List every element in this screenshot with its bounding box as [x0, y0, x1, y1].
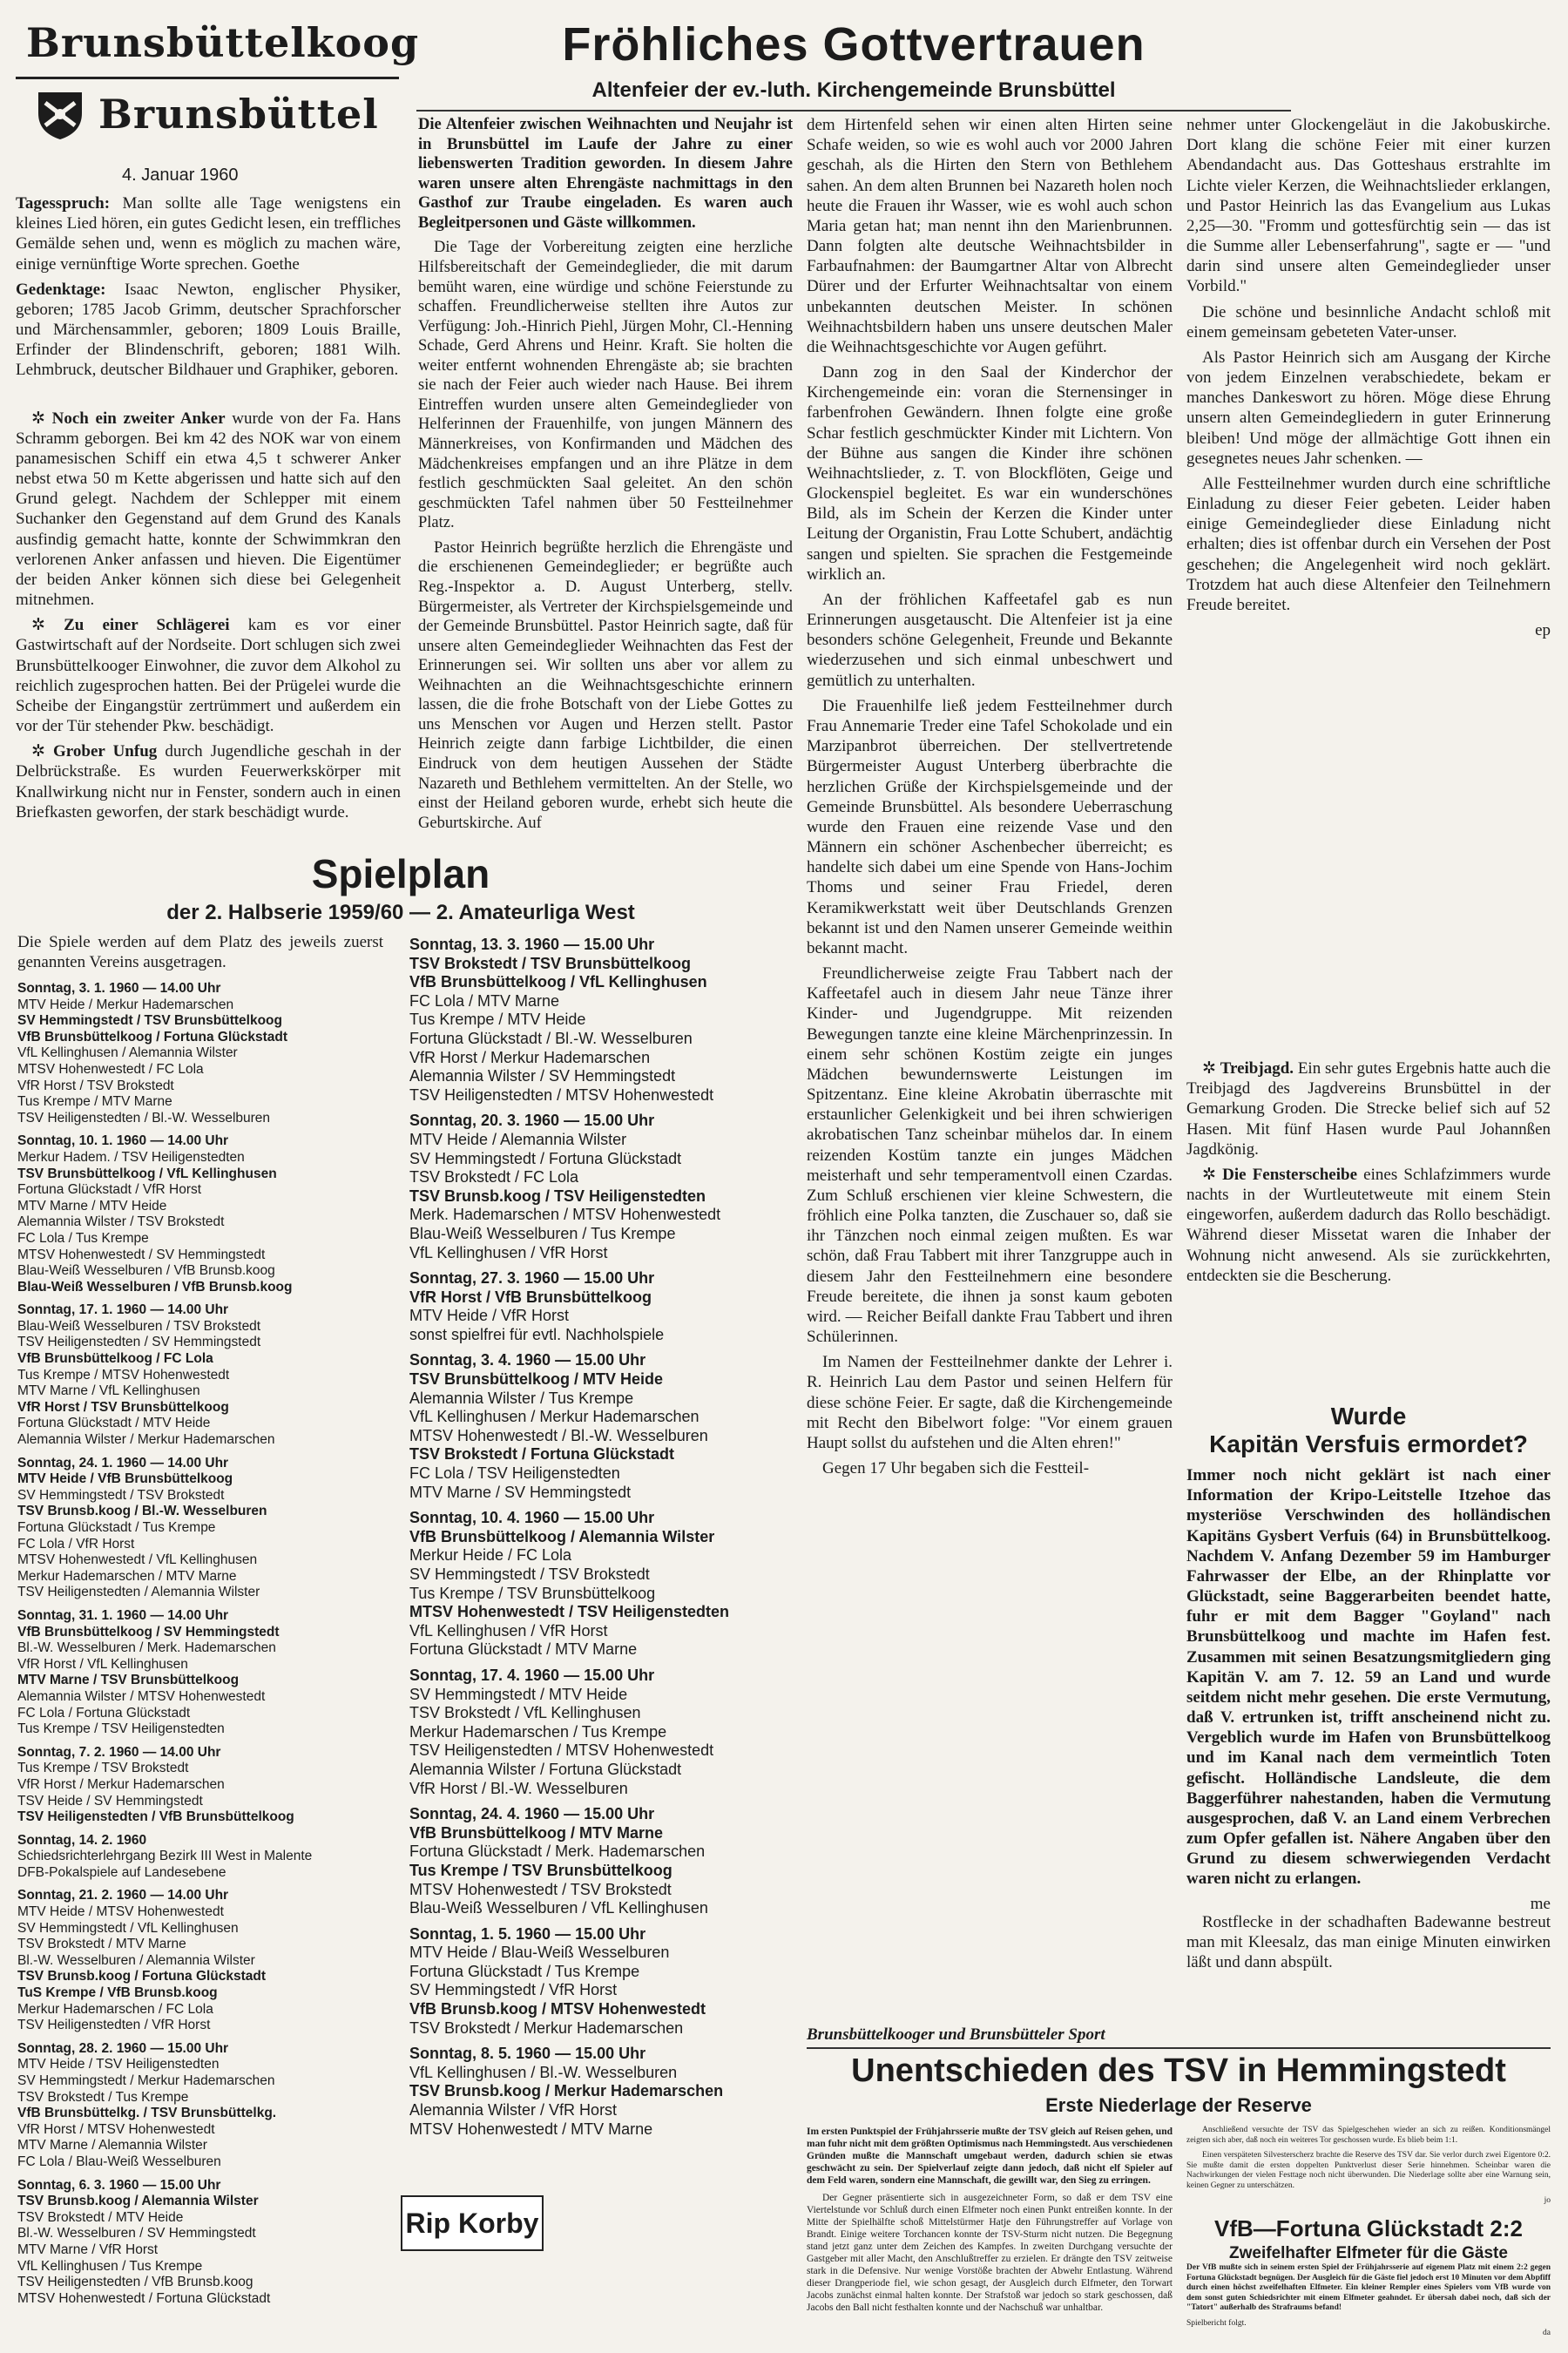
- match: TuS Krempe / VfB Brunsb.koog: [17, 1985, 218, 2001]
- paragraph: Im Namen der Festteilnehmer dankte der Lehrer i. R. Heinrich Lau dem Pastor und seinen Helfern für diese schöne Feier. Er sagte, daß die Kirchengemeinde mit Recht den Bibelwort folge: "Vor einem grauen Haupt sollst du aufstehen und die Alten ehren!": [807, 1353, 1173, 1452]
- match: VfB Brunsbüttelkoog / Alemannia Wilster: [409, 1527, 715, 1545]
- match: TSV Brunsb.koog / Alemannia Wilster: [17, 2194, 259, 2209]
- match-day-date: Sonntag, 8. 5. 1960 — 15.00 Uhr: [409, 2045, 646, 2063]
- match: VfB Brunsbüttelkoog / FC Lola: [17, 1351, 213, 1367]
- match: TSV Brunsbüttelkoog / VfL Kellinghusen: [17, 1166, 277, 1181]
- match: TSV Brokstedt / Fortuna Glückstadt: [409, 1445, 675, 1464]
- paragraph: Die Tage der Vorbereitung zeigten eine herzliche Hilfsbereitschaft der Gemeindeglieder, die mit darum bemüht waren, eine würdige und schöne Feierstunde zu schaffen. Freundlicherweise stellten ihre Autos zur Verfügung: Joh.-Hinrich Piehl, Jürgen Mohr, Cl.-Henning Schade, Gerd Ahrens und Heinr. Kraft. Sie holten die weiter entfernt wohnenden Ehrengäste ab; sie brachten sie nach der Feier auch wieder nach Hause. Bei ihrem Eintreffen wurden unsere alten Gemeindeglieder von Helferinnen der Frauenhilfe, von jungen Männern des Männerkreises, von Konfirmanden und Mädchen des Mädchenkreises empfangen und an ihre Plätze in dem festlich geschmückten Saal geleitet. An den schön geschmückten Tafel nahmen über 50 Festteilnehmer Platz.: [418, 239, 793, 532]
- paragraph: Immer noch nicht geklärt ist nach einer Information der Kripo-Leitstelle Itzehoe das mysteriöse Verschwinden des holländischen Kapitäns Gysbert Verfuis (64) in Brunsbüttelkoog. Nachdem V. Anfang Dezember 59 im Hamburger Fahrwasser der Elbe, an der Rhinplatte vor Glückstadt, seine Baggerarbeiten beendet hatte, fuhr er mit dem Bagger "Goyland" nach Brunsbüttelkoog und machte im Hafen fest. Zusammen mit seinen Besatzungsmitgliedern ging Kapitän V. am 7. 12. 59 an Land und wurde seitdem nicht mehr gesehen. Die erste Vermutung, daß V. ertrunken ist, trifft anscheinend nicht zu. Vergeblich wurde im Hafen von Brunsbüttelkoog und im Kanal nach dem vermeintlich Toten gefischt. Holländische Landsleute, die dem Baggerführer nahestanden, haben die Vermutung ausgesprochen, daß V. an Land einem Verbrechen zum Opfer gefallen ist. Nähere Angaben über den Grund zu diesem schwerwiegenden Verdacht waren nicht zu erlangen.: [1186, 1466, 1551, 1889]
- match: SV Hemmingstedt / MTV Heide: [409, 1685, 628, 1703]
- paragraph: Der Gegner präsentierte sich in ausgezeichneter Form, so daß er dem TSV eine Viertelstunde vor Schluß durch einen Elfmeter noch einen Punkt entreißen konnte. In der Mitte der Spielhälfte schoß Mittelstürmer Hatje den Führungstreffer auf Vorlage von Brandt. Einige weitere Torchancen konnte der TSV-Sturm nicht nutzen. Die Begegnung stand jetzt ganz unter dem Zeichen des Kampfes. In zweiten Durchgang versuchte der Gastgeber mit aller Macht, den Anschlußtreffer zu erzielen. Er drängte den TSV zeitweise stark in die Defensive. Nur wenige Vorstöße brachten der Abwehr Entlastung. Während dieser Drangperiode fiel, wie schon gesagt, der Ausgleich durch Elfmeter, den Torwart Jacobs zunächst einmal halten konnte. Der Strafstoß war jedoch so stark geschossen, daß Jacobs den Ball nicht festhalten konnte und der Nachschuß war unhaltbar.: [807, 2193, 1173, 2314]
- match: VfB Brunsbüttelkoog / MTV Marne: [409, 1823, 664, 1842]
- match: FC Lola / Tus Krempe: [17, 1230, 149, 1246]
- tsv-col2: [1186, 2126, 1551, 2339]
- vfb-footer: Spielbericht folgt.: [1186, 2318, 1247, 2328]
- masthead: [16, 16, 420, 146]
- match-day: [409, 2045, 784, 2139]
- match-day: [17, 1456, 392, 1601]
- match: Merkur Heide / FC Lola: [409, 1546, 572, 1565]
- match: TSV Heiligenstedten / VfB Brunsb.koog: [17, 2275, 253, 2290]
- match: MTSV Hohenwestedt / FC Lola: [17, 1061, 204, 1077]
- match: MTSV Hohenwestedt / MTV Marne: [409, 2120, 653, 2138]
- match-day: [409, 1351, 784, 1502]
- match: TSV Brokstedt / Merkur Hademarschen: [409, 2018, 684, 2037]
- paragraph: dem Hirtenfeld sehen wir einen alten Hirten seine Schafe weiden, so wie es wohl auch vor 2000 Jahren geschah, als die Hirten den Stern von Bethlehem sahen. An dem alten Brunnen bei Nazareth holen noch heute die Frauen ihr Wasser, wie es wohl auch schon Maria getan hat; man nennt ihn den Marienbrunnen. Dann folgten alte deutsche Weihnachtsbilder in Farbaufnahmen: der Baumgartner Altar von Albrecht Dürer und der Erfurter Weihnachtsaltar von einem unbekannten deutschen Meister. In schönen Weihnachtsbildern haben uns unsere deutschen Maler die Weihnachtsgeschichte vor Augen geführt.: [807, 116, 1173, 356]
- match: SV Hemmingstedt / Merkur Hademarschen: [17, 2073, 275, 2088]
- match: TSV Heiligenstedten / SV Hemmingstedt: [17, 1335, 261, 1350]
- vfb-subtitle: Zweifelhafter Elfmeter für die Gäste: [1229, 2243, 1508, 2262]
- match: Alemannia Wilster / MTSV Hohenwestedt: [17, 1688, 266, 1704]
- match: Tus Krempe / TSV Brunsbüttelkoog: [409, 1584, 656, 1602]
- match: Blau-Weiß Wesselburen / Tus Krempe: [409, 1224, 676, 1242]
- match: TSV Brunsb.koog / Fortuna Glückstadt: [17, 1969, 267, 1984]
- match: Tus Krempe / MTV Marne: [17, 1094, 172, 1110]
- match: DFB-Pokalspiele auf Landesebene: [17, 1864, 226, 1880]
- match-day-date: Sonntag, 17. 4. 1960 — 15.00 Uhr: [409, 1666, 655, 1684]
- match-day-date: Sonntag, 24. 4. 1960 — 15.00 Uhr: [409, 1805, 655, 1823]
- match: TSV Brunsb.koog / Merkur Hademarschen: [409, 2082, 724, 2100]
- match-day-date: Sonntag, 21. 2. 1960 — 14.00 Uhr: [17, 1888, 229, 1903]
- match: Tus Krempe / MTSV Hohenwestedt: [17, 1367, 230, 1383]
- match: Blau-Weiß Wesselburen / TSV Brokstedt: [17, 1318, 261, 1334]
- match-day-date: Sonntag, 17. 1. 1960 — 14.00 Uhr: [17, 1302, 229, 1318]
- paragraph: An der fröhlichen Kaffeetafel gab es nun Erinnerungen ausgetauscht. Die Altenfeier ist ja eine besonders schöne Gelegenheit, Freunde und Bekannte wiederzusehen und sich einmal unbeschwert und gemütlich zu unterhalten.: [807, 590, 1173, 690]
- match-day: [17, 2041, 392, 2171]
- spielplan-col1: [17, 977, 392, 2314]
- match-day: [17, 1608, 392, 1738]
- star-icon: ✲: [31, 409, 45, 428]
- divider: [416, 110, 1291, 112]
- match: MTV Heide / VfR Horst: [409, 1307, 570, 1325]
- match: Fortuna Glückstadt / Merk. Hademarschen: [409, 1843, 706, 1861]
- divider: [807, 2047, 1551, 2049]
- match: Merkur Hademarschen / Tus Krempe: [409, 1722, 667, 1741]
- match: Alemannia Wilster / Fortuna Glückstadt: [409, 1760, 682, 1778]
- paragraph: Dann zog in den Saal der Kinderchor der Kirchengemeinde ein: voran die Sternensinger in farbenfrohen Gewändern. Ihnen folgte eine große Schar festlich geschmückter Kinder mit Lichtern. Von der Bühne aus sangen die Kinder ihre schönen Weihnachtslieder, z. T. von Blockflöten, Geige und Glockenspiel begleitet. Es war ein wunderschönes Bild, als im Schein der Kerzen die Kinder unter Leitung der Organistin, Frau Lotte Schubert, andächtig sangen und spielten. Sie sprachen die Festgemeinde wirklich an.: [807, 363, 1173, 584]
- tsv-title: Unentschieden des TSV in Hemmingstedt: [851, 2052, 1506, 2089]
- match-day: [17, 1745, 392, 1826]
- kapitaen-article: [1186, 1403, 1551, 1914]
- match: Blau-Weiß Wesselburen / VfL Kellinghusen: [409, 1899, 708, 1917]
- match-day-date: Sonntag, 3. 4. 1960 — 15.00 Uhr: [409, 1351, 646, 1369]
- match: Tus Krempe / TSV Brokstedt: [17, 1761, 189, 1776]
- match: MTV Heide / MTSV Hohenwestedt: [17, 1904, 224, 1920]
- tsv-lead: Im ersten Punktspiel der Frühjahrsserie mußte der TSV gleich auf Reisen gehen, und man fuhr nicht mit dem größten Optimismus nach Hemmingstedt. Aus verschiedenen Gründen mußte die Mannschaft umgebaut werden, dadurch schien sie etwas geschwächt zu sein. Der Spielverlauf zeigte dann jedoch, daß nicht elf Spieler auf dem Feld waren, sondern eine Mannschaft, die gewillt war, den Sieg zu erringen.: [807, 2126, 1173, 2187]
- star-icon: ✲: [1202, 1059, 1216, 1078]
- masthead-line2: Brunsbüttel: [98, 91, 379, 138]
- match: FC Lola / Fortuna Glückstadt: [17, 1705, 191, 1721]
- match: VfB Brunsbüttelkoog / Fortuna Glückstadt: [17, 1029, 288, 1045]
- paragraph: Alle Festteilnehmer wurden durch eine schriftliche Einladung zu dieser Feier gebeten. Leider haben einige Gemeindeglieder diese Einladung nicht erhalten; dies ist offenbar durch ein Versehen der Post geschehen; die Angelegenheit wird noch geklärt. Trotzdem hat auch diese Altenfeier den Teilnehmern Freude bereitet.: [1186, 474, 1551, 614]
- main-article-lead: Die Altenfeier zwischen Weihnachten und Neujahr ist in Brunsbüttel im Laufe der Jahre zu einer liebenswerten Tradition geworden. In diesem Jahre waren unsere alten Ehrengäste nachmittags in den Gasthof zur Traube eingeladen. Es waren auch Begleitpersonen und Gäste willkommen.: [418, 116, 793, 232]
- match-day-date: Sonntag, 27. 3. 1960 — 15.00 Uhr: [409, 1269, 655, 1288]
- match: FC Lola / Blau-Weiß Wesselburen: [17, 2154, 221, 2169]
- match: VfL Kellinghusen / Alemannia Wilster: [17, 1045, 238, 1061]
- tsv-subtitle: Erste Niederlage der Reserve: [1045, 2094, 1312, 2116]
- main-article-subtitle: Altenfeier der ev.-luth. Kirchengemeinde Brunsbüttel: [591, 78, 1116, 102]
- masthead-line1: Brunsbüttelkoog: [26, 19, 420, 66]
- match: VfB Brunsb.koog / MTSV Hohenwestedt: [409, 2000, 706, 2018]
- match-day-date: Sonntag, 6. 3. 1960 — 15.00 Uhr: [17, 2177, 221, 2193]
- vfb-title: VfB—Fortuna Glückstadt 2:2: [1214, 2215, 1523, 2242]
- tsv-col1: [807, 2126, 1173, 2319]
- match: MTV Heide / TSV Heiligenstedten: [17, 2057, 220, 2072]
- match: VfB Brunsbüttelkoog / SV Hemmingstedt: [17, 1624, 280, 1640]
- spielplan-intro: [17, 932, 383, 977]
- match: TSV Brunsb.koog / Bl.-W. Wesselburen: [17, 1504, 267, 1519]
- coat-of-arms-icon: [33, 87, 87, 141]
- match: MTV Marne / SV Hemmingstedt: [409, 1483, 632, 1501]
- masthead-line-top: [16, 77, 399, 79]
- match: MTV Marne / VfL Kellinghusen: [17, 1383, 200, 1399]
- match: Alemannia Wilster / SV Hemmingstedt: [409, 1067, 676, 1085]
- match: TSV Brokstedt / Tus Krempe: [17, 2089, 189, 2105]
- match: Alemannia Wilster / VfR Horst: [409, 2101, 618, 2120]
- match: MTSV Hohenwestedt / SV Hemmingstedt: [17, 1247, 266, 1262]
- star-icon: ✲: [31, 616, 45, 635]
- paragraph: Die Spiele werden auf dem Platz des jeweils zuerst genannten Vereins ausgetragen.: [17, 933, 383, 972]
- match: Tus Krempe / TSV Brunsbüttelkoog: [409, 1861, 672, 1879]
- match: TSV Heiligenstedten / MTSV Hohenwestedt: [409, 1741, 714, 1760]
- comic-title-box: [401, 2195, 544, 2251]
- match-day: [17, 2178, 392, 2308]
- match: Fortuna Glückstadt / MTV Heide: [17, 1416, 211, 1431]
- match: VfR Horst / Bl.-W. Wesselburen: [409, 1779, 628, 1797]
- main-article-signature: ep: [1535, 621, 1551, 640]
- match: VfR Horst / TSV Brunsbüttelkoog: [17, 1399, 229, 1415]
- anker-note: ✲ Noch ein zweiter Anker wurde von der Fa. Hans Schramm geborgen. Bei km 42 des NOK war von einem panamesischen Schiff ein etwa 4,5 t schwerer Anker nebst etwa 50 m Kette abgerissen und hatte sich auf den Grund gelegt. Nachdem der Schlepper mit einem Suchanker den Gegenstand auf dem Grund des Kanals ausfindig gemacht hatte, konnte der Schwimmkran den verlorenen Anker anfassen und hieven. Die Eigentümer der beiden Anker können sich diese bei Gelegenheit mitnehmen.: [16, 409, 402, 610]
- match-day: [17, 1133, 392, 1295]
- match: Bl.-W. Wesselburen / Alemannia Wilster: [17, 1952, 255, 1968]
- match-day-date: Sonntag, 3. 1. 1960 — 14.00 Uhr: [17, 981, 221, 996]
- paragraph: Als Pastor Heinrich sich am Ausgang der Kirche von jedem Einzelnen verabschiedete, bekam er manches Dankeswort zu hören. Möge diese Ehrung unsern alten Gemeindegliedern in guter Erinnerung bleiben! Und möge der allmächtige Gott ihnen ein gesegnetes neues Jahr schenken. —: [1186, 348, 1551, 468]
- match: Alemannia Wilster / Tus Krempe: [409, 1389, 634, 1407]
- paragraph: Freundlicherweise zeigte Frau Tabbert nach der Kaffeetafel auch in diesem Jahr neue Tänze ihrer Kinder- und Jugendgruppe. Mit reizenden Bewegungen tanzte eine kleine Märchenprinzessin. In einem sehr schönen Kostüm zeigte ein junges Mädchen bewundernswerte Leistungen im Spitzentanz. Eine kleine Akrobatin überraschte mit erstaunlicher Gelenkigkeit und bei ihren schwierigen akrobatischen Tanz scheinbar mühelos dar. In einem reizenden Kostüm tanzte ein junges Mädchen meisterhaft und sehr temperamentvoll einen Czardas. Zum Schluß erschienen vier kleine Schwestern, die fröhlich eine Polka tanzten, die Zuschauer so, daß sie ihr Tänzchen noch einmal zeigen mußten. Es war schön, daß Frau Tabbert mit ihrer Tanzgruppe auch in diesem Jahr den Festteilnehmern eine besondere Freude bereitete, die ihnen ja sonst kaum geboten wird. — Reicher Beifall dankte Frau Tabbert und ihren Schülerinnen.: [807, 964, 1173, 1347]
- match: SV Hemmingstedt / VfR Horst: [409, 1981, 618, 1999]
- match-day: [409, 936, 784, 1105]
- match: Blau-Weiß Wesselburen / VfB Brunsb.koog: [17, 1263, 275, 1279]
- match-day: [409, 1925, 784, 2039]
- paragraph: nehmer unter Glockengeläut in die Jakobuskirche. Dort klang die schöne Feier mit einer kurzen Abendandacht aus. Das Gotteshaus erstrahlte im Lichte vieler Kerzen, die Weihnachtslieder erklangen, und Pastor Heinrich las das Evangelium aus Lukas 2,25—30. "Fromm und gottesfürchtig sein — das ist die Summe aller Lebenserfahrung", sagte er — "und darin sind unsere alten Gemeindeglieder unser Vorbild.": [1186, 116, 1551, 296]
- fenster-note: ✲ Die Fensterscheibe eines Schlafzimmers wurde nachts in der Wurtleutetweute mit einem Stein eingeworfen, außerdem dadurch das Rollo beschädigt. Während dieser Missetat waren die Inhaber der Wohnung nicht anwesend. Als sie zurückkehrten, entdeckten sie die Bescherung.: [1186, 1165, 1551, 1285]
- match: Fortuna Glückstadt / MTV Marne: [409, 1640, 638, 1659]
- match: MTV Heide / Blau-Weiß Wesselburen: [409, 1944, 670, 1962]
- match: MTSV Hohenwestedt / Fortuna Glückstadt: [17, 2290, 271, 2306]
- match: VfR Horst / Merkur Hademarschen: [409, 1048, 651, 1066]
- treibjagd-note: ✲ Treibjagd. Ein sehr gutes Ergebnis hatte auch die Treibjagd des Jagdvereins Brunsbüttel in der Gemarkung Groden. Die Strecke belief sich auf 52 Hasen. Mit fünf Hasen wurde Paul Johannßen Jagdkönig.: [1186, 1059, 1551, 1159]
- match-day: [409, 1509, 784, 1660]
- match: MTV Heide / VfB Brunsbüttelkoog: [17, 1471, 233, 1487]
- match-day: [17, 1302, 392, 1448]
- match: VfB Brunsbüttelkoog / VfL Kellinghusen: [409, 973, 707, 991]
- match: SV Hemmingstedt / TSV Brunsbüttelkoog: [17, 1013, 282, 1029]
- match: TSV Brokstedt / MTV Marne: [17, 1937, 186, 1952]
- treibjagd-block: [1186, 1058, 1551, 1291]
- spielplan-col2: [409, 932, 784, 2146]
- main-article-col3: [1186, 115, 1551, 640]
- match-day-date: Sonntag, 13. 3. 1960 — 15.00 Uhr: [409, 936, 655, 953]
- match: sonst spielfrei für evtl. Nachholspiele: [409, 1325, 665, 1343]
- match: FC Lola / VfR Horst: [17, 1536, 135, 1552]
- match-day: [17, 1833, 392, 1882]
- paragraph: Rostflecke in der schadhaften Badewanne bestreut man mit Kleesalz, das man einige Minuten einwirken läßt und dann abspült.: [1186, 1913, 1551, 1972]
- paragraph: Gegen 17 Uhr begaben sich die Festteil-: [822, 1459, 1090, 1478]
- spielplan-subtitle: der 2. Halbserie 1959/60 — 2. Amateurliga West: [166, 901, 635, 924]
- paragraph: Einen verspäteten Silvesterscherz brachte die Reserve des TSV dar. Sie verlor durch zwei Eigentore 0:2. Sie mußte damit die ersten doppelten Punktverlust dieser Serie hinnehmen. Scheinbar waren die Nachwirkungen der vielen Festtage noch nicht überwunden. Die Niederlage sollte aber eine Warnung sein, keinen Gegner zu unterschätzen.: [1186, 2151, 1551, 2190]
- match: Bl.-W. Wesselburen / Merk. Hademarschen: [17, 1640, 276, 1656]
- vfb-text: Der VfB mußte sich in seinem ersten Spiel der Frühjahrsserie auf eigenem Platz mit einem 2:2 gegen Fortuna Glückstadt begnügen. Der Ausgleich für die Gäste fiel jedoch erst 10 Minuten vor dem Abpfiff durch einen höchst zweifelhaften Elfmeter. Ein kleiner Rempler eines Spielers vom VfB wurde von dem sonst guten Schiedsrichter mit einem Elfmeter geahndet. Er übersah dabei noch, daß sich der "Tatort" außerhalb des Strafraums befand!: [1186, 2262, 1551, 2313]
- match: MTV Marne / TSV Brunsbüttelkoog: [17, 1673, 240, 1688]
- sport-header: Brunsbüttelkooger und Brunsbütteler Sport: [807, 2025, 1105, 2044]
- match: TSV Heiligenstedten / MTSV Hohenwestedt: [409, 1085, 714, 1104]
- match: TSV Heiligenstedten / Bl.-W. Wesselburen: [17, 1110, 271, 1126]
- tsv-signature: jo: [1544, 2196, 1551, 2206]
- match: MTV Marne / Alemannia Wilster: [17, 2138, 207, 2154]
- match-day-date: Sonntag, 31. 1. 1960 — 14.00 Uhr: [17, 1607, 229, 1623]
- kapitaen-signature: me: [1530, 1894, 1551, 1913]
- match: TSV Heiligenstedten / Alemannia Wilster: [17, 1585, 260, 1600]
- match-day-date: Sonntag, 24. 1. 1960 — 14.00 Uhr: [17, 1455, 229, 1471]
- match: VfR Horst / VfB Brunsbüttelkoog: [409, 1288, 652, 1306]
- paragraph: Die schöne und besinnliche Andacht schloß mit einem gemeinsam gebeteten Vater-unser.: [1186, 302, 1551, 341]
- match: TSV Brunsb.koog / TSV Heiligenstedten: [409, 1187, 706, 1205]
- match: VfL Kellinghusen / VfR Horst: [409, 1243, 608, 1261]
- match: VfB Brunsbüttelkg. / TSV Brunsbüttelkg.: [17, 2106, 277, 2121]
- match: TSV Heiligenstedten / VfR Horst: [17, 2018, 211, 2033]
- match-day: [409, 1805, 784, 1918]
- match: SV Hemmingstedt / VfL Kellinghusen: [17, 1920, 239, 1936]
- unfug-note: ✲ Grober Unfug durch Jugendliche geschah in der Delbrückstraße. Es wurden Feuerwerkskörper mit Knallwirkung nicht nur in Fenster, sondern auch in einen Briefkasten geworfen, der stark beschädigt wurde.: [16, 742, 402, 822]
- match: MTV Heide / Merkur Hademarschen: [17, 997, 234, 1012]
- match: Fortuna Glückstadt / Tus Krempe: [17, 1520, 216, 1535]
- rostflecke-tip: [1186, 1912, 1551, 1978]
- match-day: [17, 981, 392, 1126]
- paragraph: Die Frauenhilfe ließ jedem Festteilnehmer durch Frau Annemarie Treder eine Tafel Schokolade und ein Marzipanbrot überreichen. Der stellvertretende Bürgermeister August Unterberg überbrachte die herzlichen Grüße der Kirchspielsgemeinde und der Gemeinde Brunsbüttel. Als besondere Ueberraschung wurde den Frauen eine reizende Vase und den Männern ein schöner Aschenbecher überreicht; es handelte sich dabei um eine Spende von Hans-Jochim Thoms und seiner Frau Friedel, deren Keramikwerkstatt weit über Deutschlands Grenzen bekannt ist und den Namen unserer Gemeinde weithin bekannt macht.: [807, 696, 1173, 957]
- main-article-col2: [807, 115, 1173, 1484]
- match: VfL Kellinghusen / VfR Horst: [409, 1621, 608, 1640]
- match-day-date: Sonntag, 10. 4. 1960 — 15.00 Uhr: [409, 1509, 655, 1527]
- match: MTSV Hohenwestedt / VfL Kellinghusen: [17, 1552, 258, 1568]
- match: Merkur Hademarschen / MTV Marne: [17, 1568, 237, 1584]
- match-day-date: Sonntag, 10. 1. 1960 — 14.00 Uhr: [17, 1133, 229, 1149]
- match-day: [17, 1888, 392, 2033]
- match: Tus Krempe / TSV Heiligenstedten: [17, 1721, 225, 1737]
- match: Fortuna Glückstadt / Tus Krempe: [409, 1962, 640, 1980]
- match: Fortuna Glückstadt / VfR Horst: [17, 1182, 202, 1198]
- star-icon: ✲: [31, 742, 45, 761]
- match: VfR Horst / MTSV Hohenwestedt: [17, 2121, 215, 2137]
- match: FC Lola / TSV Heiligenstedten: [409, 1464, 620, 1483]
- match-day-date: Sonntag, 14. 2. 1960: [17, 1832, 147, 1848]
- match: VfR Horst / Merkur Hademarschen: [17, 1776, 225, 1792]
- comic-title: Rip Korby: [405, 2207, 539, 2239]
- main-article-col1: [418, 115, 793, 838]
- match: TSV Heiligenstedten / VfB Brunsbüttelkoog: [17, 1809, 294, 1825]
- paragraph: Pastor Heinrich begrüßte herzlich die Ehrengäste und die erschienenen Gemeindeglieder; er begrüßte auch Reg.-Inspektor a. D. August Unterberg, stellv. Bürgermeister, als Vertreter der Kirchspielsgemeinde und der Gemeinde Brunsbüttel. Pastor Heinrich sagte, daß für unsere alten Gemeindeglieder Weihnachten das Fest der Erinnerungen sei. Wir sollten uns aber vor allem zu Weihnachten an die Weihnachtsgeschichte erinnern lassen, die die frohe Botschaft von der Liebe Gottes zu uns Menschen vor Augen und Herzen stellt. Pastor Heinrich zeigte dann farbige Lichtbilder, die einen Eindruck von dem heutigen Aussehen der Städte Nazareth und Bethlehem vermittelten. An der Stelle, wo einst der Heiland geboren wurde, erhebt sich heute die Geburtskirche. Auf: [418, 538, 793, 832]
- paragraph: Anschließend versuchte der TSV das Spielgeschehen wieder an sich zu reißen. Konditionsmängel zeigten sich aber, daß noch ein weiteres Tor geschossen wurde. Es blieb beim 1:1.: [1186, 2126, 1551, 2145]
- match-day: [409, 1269, 784, 1344]
- kapitaen-text: [1186, 1465, 1551, 1890]
- kapitaen-title1: Wurde: [1330, 1403, 1407, 1430]
- match: VfL Kellinghusen / Bl.-W. Wesselburen: [409, 2063, 678, 2081]
- match-day: [409, 1667, 784, 1798]
- match: MTV Marne / VfR Horst: [17, 2241, 159, 2257]
- match: Alemannia Wilster / TSV Brokstedt: [17, 1214, 225, 1230]
- match: TSV Heide / SV Hemmingstedt: [17, 1793, 203, 1809]
- match: TSV Brokstedt / MTV Heide: [17, 2209, 184, 2225]
- match: MTV Marne / MTV Heide: [17, 1198, 167, 1214]
- match: MTSV Hohenwestedt / TSV Brokstedt: [409, 1880, 672, 1898]
- vfb-signature: da: [1543, 2329, 1551, 2338]
- match: Fortuna Glückstadt / Bl.-W. Wesselburen: [409, 1029, 693, 1047]
- match: MTSV Hohenwestedt / Bl.-W. Wesselburen: [409, 1426, 708, 1444]
- main-article-title: Fröhliches Gottvertrauen: [562, 18, 1146, 71]
- left-column: [16, 193, 401, 828]
- match: Blau-Weiß Wesselburen / VfB Brunsb.koog: [17, 1279, 293, 1295]
- match-day-date: Sonntag, 20. 3. 1960 — 15.00 Uhr: [409, 1112, 655, 1130]
- match-day: [409, 1112, 784, 1262]
- match-day-date: Sonntag, 1. 5. 1960 — 15.00 Uhr: [409, 1924, 646, 1943]
- gedenktage: Gedenktage: Isaac Newton, englischer Physiker, geboren; 1785 Jacob Grimm, deutscher Sprachforscher und Märchensammler, geboren; 1809 Louis Braille, Erfinder der Blindenschrift, geboren; 1881 Wilh. Lehmbruck, deutscher Bildhauer und Graphiker, geboren.: [16, 280, 401, 380]
- match: TSV Brokstedt / FC Lola: [409, 1168, 579, 1187]
- match: Alemannia Wilster / Merkur Hademarschen: [17, 1432, 275, 1448]
- match: TSV Brokstedt / VfL Kellinghusen: [409, 1704, 641, 1722]
- match: SV Hemmingstedt / TSV Brokstedt: [17, 1487, 225, 1503]
- match: VfL Kellinghusen / Merkur Hademarschen: [409, 1408, 700, 1426]
- match: FC Lola / MTV Marne: [409, 991, 560, 1010]
- match: Schiedsrichterlehrgang Bezirk III West in Malente: [17, 1849, 313, 1864]
- match: Tus Krempe / MTV Heide: [409, 1011, 586, 1029]
- kapitaen-title2: Kapitän Versfuis ermordet?: [1209, 1430, 1528, 1457]
- spielplan-title: Spielplan: [311, 851, 490, 896]
- issue-date: 4. Januar 1960: [122, 166, 239, 185]
- match: TSV Brokstedt / TSV Brunsbüttelkoog: [409, 954, 692, 972]
- match: MTV Heide / Alemannia Wilster: [409, 1130, 627, 1148]
- schlaegerei-note: ✲ Zu einer Schlägerei kam es vor einer Gastwirtschaft auf der Nordseite. Dort schlugen sich zwei Brunsbüttelkooger Einwohner, die zuvor dem Alkohol zu reichlich zugesprochen hatten. Bei der Prügelei wurde die Scheibe der Eingangstür zertrümmert und außerdem ein vor der Tür stehender Pkw. beschädigt.: [16, 616, 402, 736]
- match: VfL Kellinghusen / Tus Krempe: [17, 2258, 203, 2274]
- tagesspruch: Tagesspruch: Man sollte alle Tage wenigstens ein kleines Lied hören, ein gutes Gedicht lesen, ein treffliches Gemälde sehen und, wenn es möglich zu machen wäre, einige vernünftige Worte sprechen. Goethe: [16, 194, 401, 274]
- match-day-date: Sonntag, 7. 2. 1960 — 14.00 Uhr: [17, 1744, 221, 1760]
- match: SV Hemmingstedt / Fortuna Glückstadt: [409, 1149, 682, 1167]
- star-icon: ✲: [1202, 1165, 1216, 1184]
- match: Merkur Hadem. / TSV Heiligenstedten: [17, 1149, 245, 1165]
- match: TSV Brunsbüttelkoog / MTV Heide: [409, 1370, 664, 1389]
- match-day-date: Sonntag, 28. 2. 1960 — 15.00 Uhr: [17, 2040, 229, 2056]
- match: MTSV Hohenwestedt / TSV Heiligenstedten: [409, 1603, 730, 1621]
- match: Merk. Hademarschen / MTSV Hohenwestedt: [409, 1206, 721, 1224]
- match: SV Hemmingstedt / TSV Brokstedt: [409, 1565, 650, 1583]
- match: VfR Horst / TSV Brokstedt: [17, 1078, 174, 1093]
- match: Merkur Hademarschen / FC Lola: [17, 2001, 213, 2017]
- match: Bl.-W. Wesselburen / SV Hemmingstedt: [17, 2226, 256, 2241]
- match: VfR Horst / VfL Kellinghusen: [17, 1656, 188, 1672]
